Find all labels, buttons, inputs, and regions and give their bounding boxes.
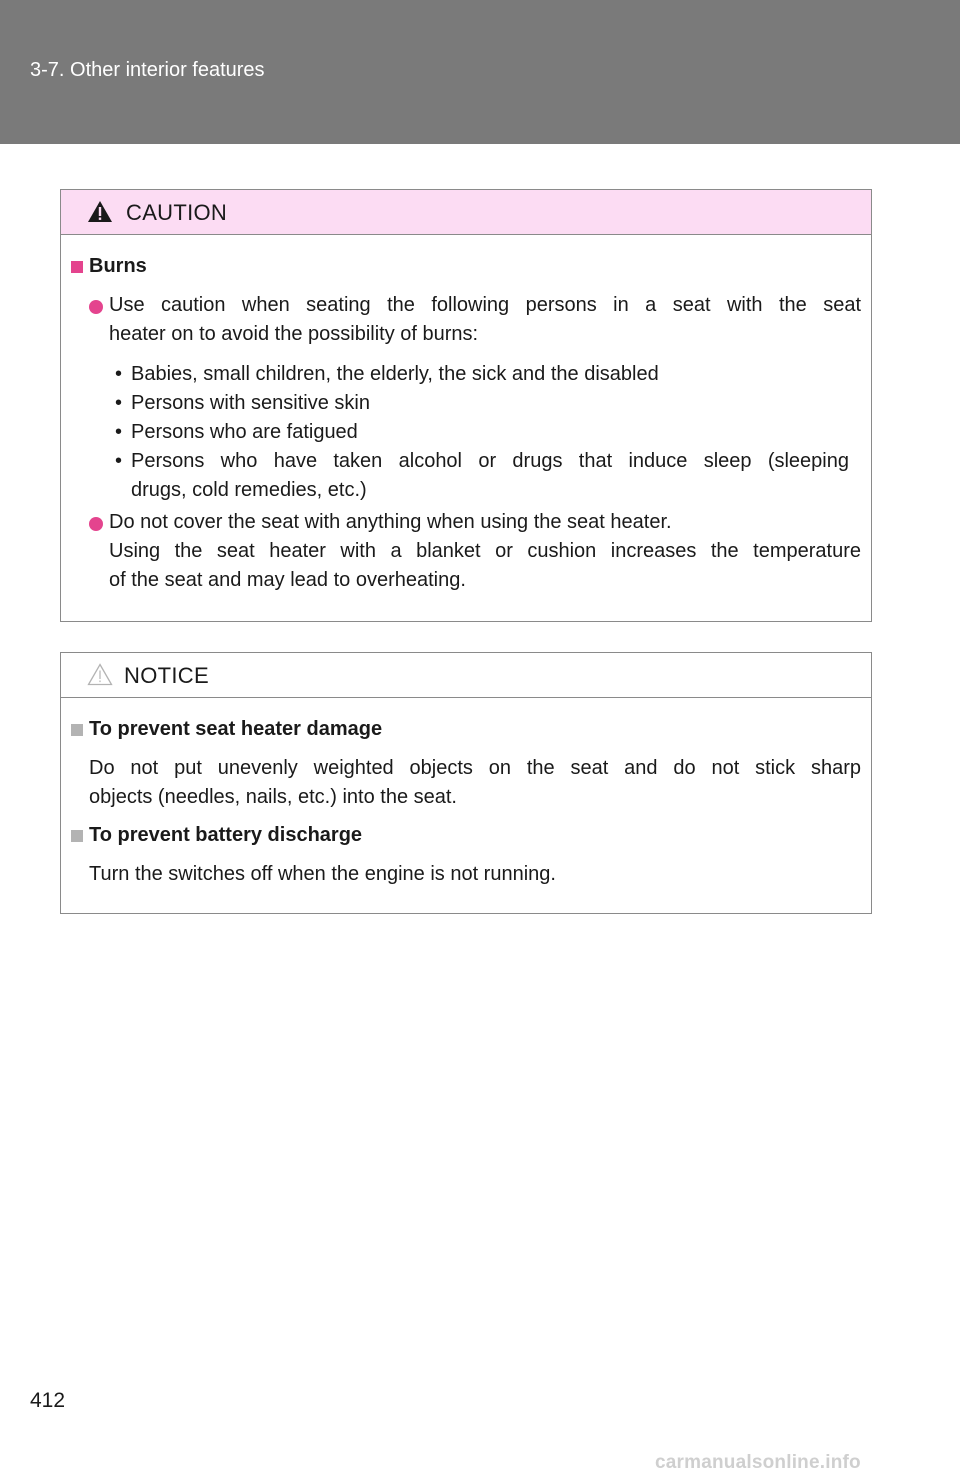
caution-subitem: Babies, small children, the elderly, the sick and the disabled	[131, 363, 659, 385]
small-bullet-icon: •	[115, 363, 123, 385]
square-bullet-icon	[71, 830, 83, 842]
page-number: 412	[30, 1389, 66, 1412]
small-bullet-icon: •	[115, 450, 123, 472]
caution-subitem: Persons who are fatigued	[131, 421, 358, 443]
notice-heading-battery	[89, 824, 362, 847]
notice-heading-text: To prevent seat heater damage	[89, 718, 383, 740]
caution-heading-text: Burns	[89, 255, 147, 277]
caution-subitem: Persons with sensitive skin	[131, 392, 370, 414]
watermark: carmanualsonline.info	[655, 1452, 861, 1473]
warning-filled-icon	[87, 200, 113, 223]
caution-item2-line3: of the seat and may lead to overheating.	[109, 569, 466, 591]
warning-outline-icon	[87, 663, 113, 686]
caution-item2-line1: Do not cover the seat with anything when using the seat heater.	[109, 511, 672, 533]
caution-header	[61, 190, 871, 235]
notice-box	[60, 652, 872, 914]
caution-subitem: Persons who have taken alcohol or drugs that induce sleep (sleeping	[131, 450, 849, 472]
small-bullet-icon: •	[115, 392, 123, 414]
round-bullet-icon	[89, 300, 103, 314]
notice-text1-line1: Do not put unevenly weighted objects on the seat and do not stick sharp	[89, 757, 861, 779]
caution-box	[60, 189, 872, 622]
notice-heading-text: To prevent battery discharge	[89, 824, 363, 846]
section-header-band	[0, 0, 960, 144]
notice-text2: Turn the switches off when the engine is not running.	[89, 863, 556, 885]
notice-label: NOTICE	[124, 663, 209, 688]
round-bullet-icon	[89, 517, 103, 531]
caution-item2-line2: Using the seat heater with a blanket or cushion increases the temperature	[109, 540, 861, 562]
caution-item1-line1: Use caution when seating the following persons in a seat with the seat	[109, 294, 861, 316]
caution-label: CAUTION	[126, 200, 228, 225]
square-bullet-icon	[71, 261, 83, 273]
section-title: 3-7. Other interior features	[30, 59, 265, 81]
notice-header	[61, 653, 871, 698]
caution-heading-burns	[89, 255, 147, 278]
notice-heading-seat-heater	[89, 718, 382, 741]
caution-item1-line2: heater on to avoid the possibility of burns:	[109, 323, 479, 345]
notice-text1-line2: objects (needles, nails, etc.) into the seat.	[89, 786, 457, 808]
square-bullet-icon	[71, 724, 83, 736]
small-bullet-icon: •	[115, 421, 123, 443]
caution-subitem-continued: drugs, cold remedies, etc.)	[131, 479, 367, 501]
